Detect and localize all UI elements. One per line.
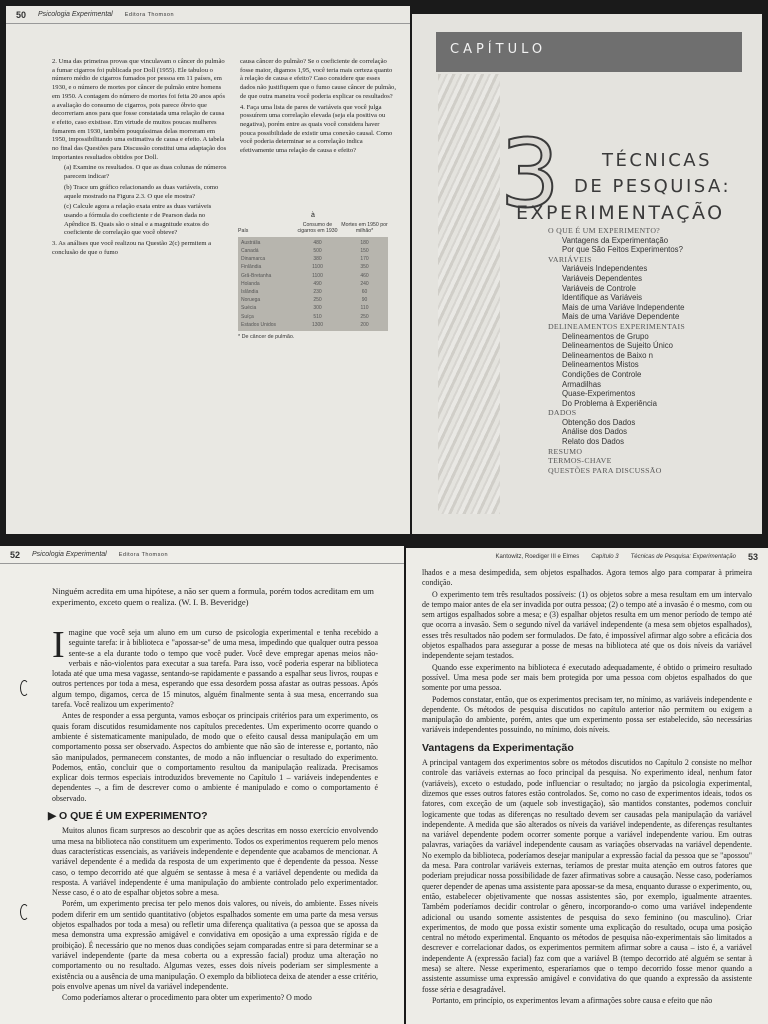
toc-item: Condições de Controle xyxy=(562,369,642,379)
table-cell: 150 xyxy=(360,248,369,255)
table-cell: 110 xyxy=(360,305,369,312)
toc-section: DADOS xyxy=(548,408,577,418)
chapter-contents xyxy=(548,226,760,475)
smoking-table xyxy=(238,212,388,340)
table-cell: 230 xyxy=(313,289,322,296)
table-cell: 250 xyxy=(313,297,322,304)
table-cell: Suécia xyxy=(241,305,257,312)
table-row xyxy=(238,321,388,329)
toc-item: Variáveis Dependentes xyxy=(562,273,643,283)
table-cell: 1100 xyxy=(312,272,323,279)
table-cell: Noruega xyxy=(241,297,261,304)
exercise-list-col2 xyxy=(240,58,396,158)
chapter-title-line: TÉCNICAS xyxy=(602,150,713,171)
header-chapter: Capítulo 3 xyxy=(591,554,619,560)
table-row xyxy=(238,239,388,247)
table-row xyxy=(238,280,388,288)
toc-item: Identifique as Variáveis xyxy=(562,293,643,303)
book-title: Psicologia Experimental xyxy=(32,551,107,558)
toc-item: Mais de uma Variáve Independente xyxy=(562,302,685,312)
paragraph: Porém, um experimento precisa ter pelo menos dois valores, ou níveis, do ambiente. Esses níveis podem diferir em um sentido quantitativo (objetos espalhados somente em uma parte da mesa versus objetos espalhados por toda a mesa) ou refletir uma diferença qualitativa (a pessoa que se apossa da mesa demonstra uma expressão amigável e convidativa em oposição a uma expressão rígida e de proibição). É necessário que no menos duas condições sejam comparadas entre si para determinar se a variável independente (parte da mesa coberta ou a expressão facial) produz uma alteração no comportamento ou no resultado. Algumas vezes, esses dois níveis poderiam ser simplesmente a existência ou a ausência de uma manipulação. O exemplo da biblioteca deixa de atender a esse critério, pois envolve apenas um nível da variável independente. xyxy=(52,899,378,991)
table-cell: Canadá xyxy=(241,248,259,255)
publisher: Editora Thomson xyxy=(124,11,175,18)
table-cell: 1300 xyxy=(311,321,324,328)
toc-item: Delineamentos de Baixo n xyxy=(562,350,654,360)
table-cell: Austrália xyxy=(241,239,261,246)
drop-cap: I xyxy=(52,624,65,666)
table-cell: 500 xyxy=(313,248,322,255)
table-cell: Holanda xyxy=(241,280,260,287)
table-cell: Suíça xyxy=(241,313,254,320)
paragraph: Muitos alunos ficam surpresos ao descobrir que as ações descritas em nosso exercício envolvendo uma mesa na biblioteca não constituem um experimento. Todos os experimentos requerem pelo menos duas características essenciais, as variáveis independente e dependente que acabamos de mencionar. A variável dependente é a medida da resposta de um experimento que é dependente da pessoa. Nesse caso, o tempo decorrido até que alguém se sentasse à mesa é a variável dependente ou medida da resposta. A variável independente é uma manipulação do ambiente controlado pelo experimentador. Nesse caso, é o ato de espalhar objetos sobre a mesa. xyxy=(52,826,378,898)
paragraph: Quando esse experimento na biblioteca é executado adequadamente, é obtido o primeiro resultado possível. Uma mesa pode ser mais bem protegida por uma pessoa com objetos espalhados do que somente por uma pessoa. xyxy=(422,662,752,693)
table-row xyxy=(238,313,388,321)
paragraph: Podemos constatar, então, que os experimentos precisam ter, no mínimo, as variáveis independente e dependente. Os métodos de pesquisa discutidos no capítulo anterior não permitem ou exigem a manipulação do ambiente, porém, antes que um experimento possa ser estabelecido, são necessárias variáveis independentes possuindo, no mínimo, dois níveis. xyxy=(422,694,752,735)
table-header xyxy=(238,222,388,235)
exercise-item: 2. Uma das primeiras provas que vinculavam o câncer do pulmão a fumar cigarros foi publicada por Doll (1955). Ele tabulou o número médio de cigarros fumados por pessoa em 11 países, em 1930, e o número de mortes por câncer de pulmão entre homens em 1950. A contagem do número de mortes foi feita 20 anos após a avaliação do consumo de cigarros, pois parece óbvio que decorreriam anos para que fosse constatada uma relação de causa e efeito, caso existisse. Em virtude de muitos poucas mulheres fumarem em 1930, também pouquíssimas delas morreram em 1950, impossibilitando uma estimativa de causa e efeito. A tabela no final das Questões para Discussão constitui uma adaptação dos importantes resultados obtidos por Doll. xyxy=(52,58,227,161)
paragraph: Como poderíamos alterar o procedimento para obter um experimento? O modo xyxy=(62,993,312,1003)
decorative-texture xyxy=(438,74,500,514)
paragraph-text: magine que você seja um aluno em um curso de psicologia experimental e tenha recebido a seguinte tarefa: ir à biblioteca e "apossar-se" de uma mesa, impedindo que qualquer outra pessoa sente-se a ela durante todo o tempo que você puder. Você deve empregar apenas meios não-verbais e não-violentos para executar a sua tarefa. Para isso, você poderia esperar na biblioteca lotada até que uma mesa vagasse, sentando-se rapidamente e passando a espalhar seus livros, roupas e outros pertences por toda a mesa, esperando que essa desordem possa afastar as outras pessoas. Após algum tempo, digamos, cerca de 15 minutos, alguém finalmente senta à sua mesa, encerrando sua tarefa. Você realizou um experimento? xyxy=(52,628,378,710)
table-cell: Grã-Bretanha xyxy=(241,272,272,279)
body-text xyxy=(422,568,752,1007)
page-52 xyxy=(0,546,404,1024)
toc-item: Delineamentos de Grupo xyxy=(562,331,649,341)
toc-section: VARIÁVEIS xyxy=(548,254,592,264)
running-header xyxy=(0,546,404,564)
toc-item: Do Problema à Experiência xyxy=(562,398,657,408)
table-cell: 380 xyxy=(313,256,322,263)
chapter-opener-page xyxy=(412,14,762,534)
table-row xyxy=(238,247,388,255)
book-title: Psicologia Experimental xyxy=(38,11,113,18)
table-cell: 300 xyxy=(313,305,322,312)
exercise-list xyxy=(52,58,228,259)
table-row xyxy=(238,296,388,304)
toc-item: Delineamentos Mistos xyxy=(562,360,639,370)
paragraph: Antes de responder a essa pergunta, vamos esboçar os principais critérios para um experimento, os quais foram discutidos resumidamente nos capítulos precedentes. Um experimento ocorre quando o ambiente é sistematicamente manipulado, de modo que o efeito causal dessa manipulação em um comportamento possa ser observado. Aspectos do ambiente que não são de interesse e, portanto, não são manipulados, permanecem constantes, de modo a não influenciar o resultado do experimento. Podemos, então, concluir que o comportamento resultou da manipulação realizada. Precisamos explicar dois termos especiais introduzidos brevemente no Capítulo 1 – variáveis independentes e dependentes –, a fim de descrever como o ambiente é manipulado e como o comportamento é observado. xyxy=(52,711,378,803)
table-footnote: * De câncer de pulmão. xyxy=(238,334,295,341)
toc-section: TERMOS-CHAVE xyxy=(548,456,612,466)
exercise-item: 3. As análises que você realizou na Questão 2(c) permitem a conclusão de que o fumo xyxy=(52,240,212,256)
toc-item: Mais de uma Variáve Dependente xyxy=(562,312,680,322)
chapter-band: CAPÍTULO xyxy=(436,32,742,72)
toc-item: Obtenção dos Dados xyxy=(562,417,636,427)
table-header-cell: Mortes em 1950 por milhão* xyxy=(341,222,388,235)
binder-hole xyxy=(20,904,29,920)
publisher: Editora Thomson xyxy=(118,551,169,558)
toc-section: RESUMO xyxy=(548,446,583,456)
page-53 xyxy=(406,548,768,1024)
paragraph: lhados e a mesa desimpedida, sem objetos espalhados. Agora temos algo para comparar à primeira condição. xyxy=(422,568,752,588)
table-cell: Dinamarca xyxy=(241,256,266,263)
table-cell: Finlândia xyxy=(241,264,262,271)
table-header-cell: País xyxy=(238,228,249,235)
exercise-item: causa câncer do pulmão? Se o coeficiente de correlação fosse maior, digamos 1,95, você teria mais certeza quanto à relação de causa e efeito? Caso considere que esses dados não justifiquem que o fumo cause câncer de pulmão, de que outra maneira você poderia explicar os resultados? xyxy=(240,58,397,100)
table-cell: 90 xyxy=(361,297,368,304)
running-header xyxy=(6,6,410,24)
page-number: 50 xyxy=(16,9,27,20)
exercise-item: 4. Faça uma lista de pares de variáveis que você julga possuírem uma correlação elevada (seja ela positiva ou negativa), porém entre as quais você considera haver pouca possibilidade de existir uma conexão causal. Como você poderia determinar se a correlação indica efetivamente uma relação de causa e efeito? xyxy=(240,103,393,155)
table-cell: Estados Unidos xyxy=(241,321,277,328)
chapter-title-line: EXPERIMENTAÇÃO xyxy=(516,202,725,224)
table-cell: 350 xyxy=(360,264,369,271)
header-chapter-title: Técnicas de Pesquisa: Experimentação xyxy=(630,554,736,560)
toc-section: QUESTÕES PARA DISCUSSÃO xyxy=(548,465,662,475)
table-cell: 490 xyxy=(313,280,322,287)
chapter-number: 3 xyxy=(500,120,560,229)
body-text xyxy=(48,624,378,1004)
exercise-item: (a) Examine os resultados. O que as duas colunas de números parecem indicar? xyxy=(64,164,227,181)
section-heading: Vantagens da Experimentação xyxy=(422,741,574,754)
toc-section: DELINEAMENTOS EXPERIMENTAIS xyxy=(548,321,686,331)
section-heading: ▶ O QUE É UM EXPERIMENTO? xyxy=(48,810,208,823)
toc-item: Relato dos Dados xyxy=(562,437,624,447)
exercise-item: (c) Calcule agora a relação exata entre as duas variáveis usando a fórmula do coeficiente r de Pearson dada no Apêndice B. Quais são o sinal e a magnitude exatos do coeficiente de correlação que você obteve? xyxy=(64,203,212,237)
table-title: à xyxy=(311,212,315,219)
toc-item: Variáveis de Controle xyxy=(562,283,636,293)
chapter-title-line: DE PESQUISA: xyxy=(574,176,732,197)
table-header-cell: Consumo de cigarros em 1930 xyxy=(297,222,338,235)
table-body xyxy=(238,237,388,331)
toc-item: Delineamentos de Sujeito Único xyxy=(562,341,673,351)
header-authors: Kantowitz, Roediger III e Elmes xyxy=(495,554,580,560)
epigraph: Ninguém acredita em uma hipótese, a não ser quem a formula, porém todos acreditam em um experimento, exceto quem o realiza. (W. I. B. Beveridge) xyxy=(52,586,374,607)
table-cell: 510 xyxy=(313,313,322,320)
table-row xyxy=(238,304,388,312)
paragraph xyxy=(52,624,378,710)
table-cell: 250 xyxy=(360,313,369,320)
page-number: 53 xyxy=(747,552,758,562)
toc-item: Armadilhas xyxy=(562,379,601,389)
paragraph: Portanto, em princípio, os experimentos levam a afirmações sobre causa e efeito que não xyxy=(432,995,713,1005)
toc-item: Quase-Experimentos xyxy=(562,389,636,399)
table-cell: 460 xyxy=(360,272,369,279)
table-cell: 170 xyxy=(360,256,369,263)
table-cell: 180 xyxy=(360,239,369,246)
table-row xyxy=(238,288,388,296)
table-cell: 240 xyxy=(360,280,369,287)
toc-item: Vantagens da Experimentação xyxy=(562,235,669,245)
toc-item: Variáveis Independentes xyxy=(562,264,648,274)
binder-hole xyxy=(20,680,29,696)
table-cell: 480 xyxy=(313,239,322,246)
running-header xyxy=(406,548,768,566)
table-row xyxy=(238,272,388,280)
toc-item: Análise dos Dados xyxy=(562,427,628,437)
table-cell: Islândia xyxy=(241,289,259,296)
table-cell: 1100 xyxy=(312,264,323,271)
toc-section: O QUE É UM EXPERIMENTO? xyxy=(548,226,661,235)
exercise-item: (b) Trace um gráfico relacionando as duas variáveis, como aquele mostrado na Figura 2.3. O que ele mostra? xyxy=(64,183,219,200)
page-number: 52 xyxy=(10,549,21,560)
table-row xyxy=(238,263,388,271)
table-row xyxy=(238,255,388,263)
page-50 xyxy=(6,6,410,534)
table-cell: 60 xyxy=(361,289,368,296)
paragraph: A principal vantagem dos experimentos sobre os métodos discutidos no Capítulo 2 consiste no melhor controle das variáveis externas ao foco principal da pesquisa. No experimento ideal, nenhum fator (variáveis), exceto o estudado, pode influenciar o resultado; no jargão da psicologia experimental, dizemos que esses outros fatores estão controlados. Se, como no caso de experimentos ideais, todos os fatores, com exceção de um (aquele sob investigação), são mantidos constantes, podemos concluir logicamente que todas as diferenças no resultado devem ser causadas pela manipulação da variável independente. A medida que são alterados os níveis da variável independente, as diferenças resultantes na variável dependente podem ocorrer somente porque a variável independente variou. Em outras palavras, variações da variável independente causam as variações observadas na variável dependente. No exemplo da biblioteca, poderíamos desejar manipular a expressão facial da pessoa que se "apossou" da mesa. Para controlar variáveis externas, teríamos de prestar muita atenção em outros fatores que poderiam prejudicar nossa possibilidade de fazer afirmativas sobre a causação. Nesse caso, poderíamos querer depender de apenas uma assistente para apossar-se da mesa, enquanto durasse o experimento, ou, então, estabelecer objetivamente que nossas assistentes são, por exemplo, igualmente atraentes. Também poderíamos decidir controlar o gênero, incorporando-o como uma variável independente adicional ou usando somente assistentes de pesquisa do sexo feminino (ou masculino). Criar experimentos, de modo que possa existir somente uma explicação do resultado, ocupa uma posição central no método experimental. Enquanto os métodos de pesquisa não-experimentais são limitados a descrever e correlacionar dados, os experimentos permitem afirmar sobre a causa – isto é, a variável independente A (expressão facial) faz com que a variável B (tempo decorrido até alguém se sentar à mesa) se altere. Nesse experimento, esperaríamos que o tempo decorrido fosse menor quando a assistente assumisse uma expressão amigável e convidativa do que quando a expressão da assistente fosse séria e desagradável. xyxy=(422,758,752,994)
toc-item: Por que São Feitos Experimentos? xyxy=(562,245,683,255)
paragraph: O experimento tem três resultados possíveis: (1) os objetos sobre a mesa resultam em um intervalo de tempo maior antes de ela ser invadida por outra pessoa; (2) o tempo até a invasão é o mesmo, com ou sem artigos espalhados sobre a mesa; e (3) espalhar objetos resulta em um menor período de tempo até que ocorra a invasão. Sem o segundo nível da variável independente (a mesa sem objetos espalhados), esses três resultados não podem ser formulados. De fato, é impossível afirmar algo sobre a eficácia dos objetos espalhados para assegurar a posse de mesas na biblioteca até que os dois níveis da variável independente sejam testados. xyxy=(422,589,752,661)
table-cell: 200 xyxy=(360,321,369,328)
